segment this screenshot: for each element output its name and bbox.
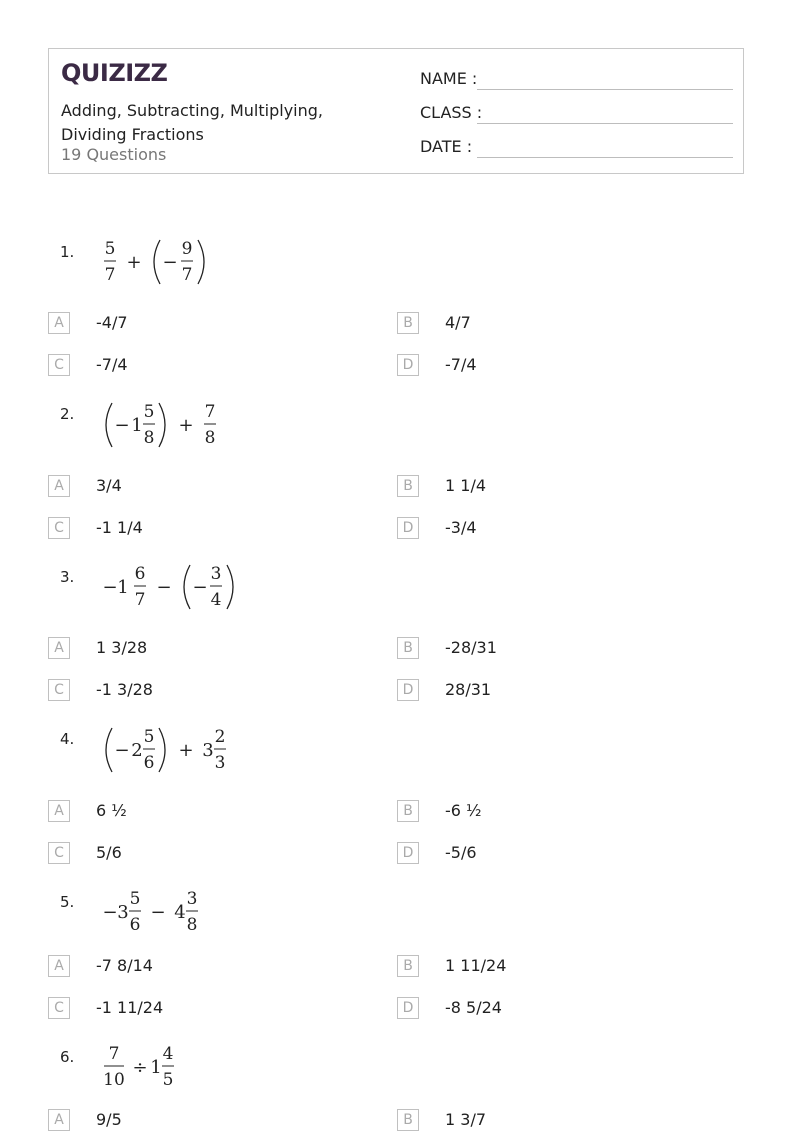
option-b-text: 1 11/24 [445, 956, 507, 975]
svg-text:−: − [114, 740, 130, 761]
svg-text:1: 1 [131, 415, 143, 436]
svg-text:−: − [162, 252, 178, 273]
option-a-text: 6 ½ [96, 801, 127, 820]
option-b-text: 4/7 [445, 313, 471, 332]
svg-text:+: + [126, 252, 142, 273]
svg-text:6: 6 [143, 753, 155, 773]
svg-text:7: 7 [108, 1044, 120, 1064]
svg-text:−: − [114, 415, 130, 436]
question-1-expression [100, 234, 220, 294]
option-d-box[interactable]: D [397, 842, 419, 864]
option-d-box[interactable]: D [397, 517, 419, 539]
option-b-box[interactable]: B [397, 955, 419, 977]
option-c-text: -1 1/4 [96, 518, 143, 537]
option-b-text: -28/31 [445, 638, 497, 657]
svg-text:1: 1 [150, 1057, 162, 1078]
option-c-text: -1 11/24 [96, 998, 164, 1017]
option-b-text: -6 ½ [445, 801, 482, 820]
option-b-box[interactable]: B [397, 312, 419, 334]
option-d-text: 28/31 [445, 680, 492, 699]
option-d-text: -8 5/24 [445, 998, 502, 1017]
option-a-box[interactable]: A [48, 955, 70, 977]
option-b-box[interactable]: B [397, 475, 419, 497]
svg-text:+: + [178, 740, 194, 761]
svg-text:−: − [102, 902, 118, 923]
option-b-text: 1 1/4 [445, 476, 487, 495]
svg-text:3: 3 [117, 902, 129, 923]
option-d-box[interactable]: D [397, 354, 419, 376]
option-a-box[interactable]: A [48, 1109, 70, 1131]
worksheet-title: Adding, Subtracting, Multiplying, Dividing Fractions [61, 101, 323, 144]
svg-text:3: 3 [186, 889, 198, 909]
svg-text:2: 2 [131, 740, 143, 761]
option-c-box[interactable]: C [48, 517, 70, 539]
question-count: 19 Questions [61, 145, 167, 164]
option-d-text: -3/4 [445, 518, 477, 537]
option-a-text: 9/5 [96, 1110, 122, 1129]
question-2-expression [100, 397, 230, 457]
svg-text:3: 3 [214, 753, 226, 773]
question-number: 5. [60, 893, 75, 911]
class-label: CLASS : [420, 103, 483, 122]
option-a-text: 3/4 [96, 476, 122, 495]
svg-text:+: + [178, 415, 194, 436]
date-label: DATE : [420, 137, 473, 156]
option-b-text: 1 3/7 [445, 1110, 487, 1129]
svg-text:3: 3 [210, 564, 222, 584]
question-number: 1. [60, 243, 75, 261]
option-c-box[interactable]: C [48, 997, 70, 1019]
option-d-box[interactable]: D [397, 679, 419, 701]
svg-text:1: 1 [117, 577, 129, 598]
svg-text:6: 6 [129, 915, 141, 935]
svg-text:4: 4 [174, 902, 186, 923]
question-4-expression [100, 722, 240, 782]
svg-text:8: 8 [143, 428, 155, 448]
name-line[interactable] [477, 89, 733, 90]
svg-text:8: 8 [186, 915, 198, 935]
name-label: NAME : [420, 69, 478, 88]
option-c-box[interactable]: C [48, 354, 70, 376]
option-c-text: -7/4 [96, 355, 128, 374]
option-d-text: -5/6 [445, 843, 477, 862]
option-b-box[interactable]: B [397, 1109, 419, 1131]
svg-text:5: 5 [143, 402, 155, 422]
svg-text:3: 3 [202, 740, 214, 761]
question-3-expression [100, 559, 240, 619]
svg-text:7: 7 [134, 590, 146, 610]
option-c-box[interactable]: C [48, 842, 70, 864]
svg-text:7: 7 [204, 402, 216, 422]
svg-text:−: − [156, 577, 172, 598]
option-a-box[interactable]: A [48, 475, 70, 497]
option-a-text: 1 3/28 [96, 638, 148, 657]
question-number: 4. [60, 730, 75, 748]
quizizz-logo: QUIZIZZ [61, 59, 168, 87]
svg-text:2: 2 [214, 727, 226, 747]
svg-text:7: 7 [104, 265, 116, 285]
class-line[interactable] [477, 123, 733, 124]
svg-text:10: 10 [103, 1070, 125, 1090]
option-a-text: -4/7 [96, 313, 128, 332]
question-number: 2. [60, 405, 75, 423]
option-a-box[interactable]: A [48, 637, 70, 659]
svg-text:4: 4 [162, 1044, 174, 1064]
worksheet-header [48, 48, 744, 174]
svg-text:−: − [102, 577, 118, 598]
svg-text:6: 6 [134, 564, 146, 584]
svg-text:9: 9 [181, 239, 193, 259]
svg-text:7: 7 [181, 265, 193, 285]
option-d-text: -7/4 [445, 355, 477, 374]
option-c-text: -1 3/28 [96, 680, 153, 699]
svg-text:5: 5 [143, 727, 155, 747]
option-b-box[interactable]: B [397, 637, 419, 659]
option-b-box[interactable]: B [397, 800, 419, 822]
question-6-expression [100, 1039, 200, 1099]
option-c-text: 5/6 [96, 843, 122, 862]
option-a-text: -7 8/14 [96, 956, 153, 975]
option-a-box[interactable]: A [48, 800, 70, 822]
svg-text:−: − [192, 577, 208, 598]
svg-text:−: − [150, 902, 166, 923]
option-d-box[interactable]: D [397, 997, 419, 1019]
question-number: 3. [60, 568, 75, 586]
question-number: 6. [60, 1048, 75, 1066]
date-line[interactable] [477, 157, 733, 158]
option-a-box[interactable]: A [48, 312, 70, 334]
svg-text:5: 5 [104, 239, 116, 259]
svg-text:8: 8 [204, 428, 216, 448]
svg-text:4: 4 [210, 590, 222, 610]
svg-text:5: 5 [162, 1070, 174, 1090]
option-c-box[interactable]: C [48, 679, 70, 701]
question-5-expression [100, 884, 220, 944]
svg-text:5: 5 [129, 889, 141, 909]
svg-text:÷: ÷ [132, 1057, 148, 1078]
